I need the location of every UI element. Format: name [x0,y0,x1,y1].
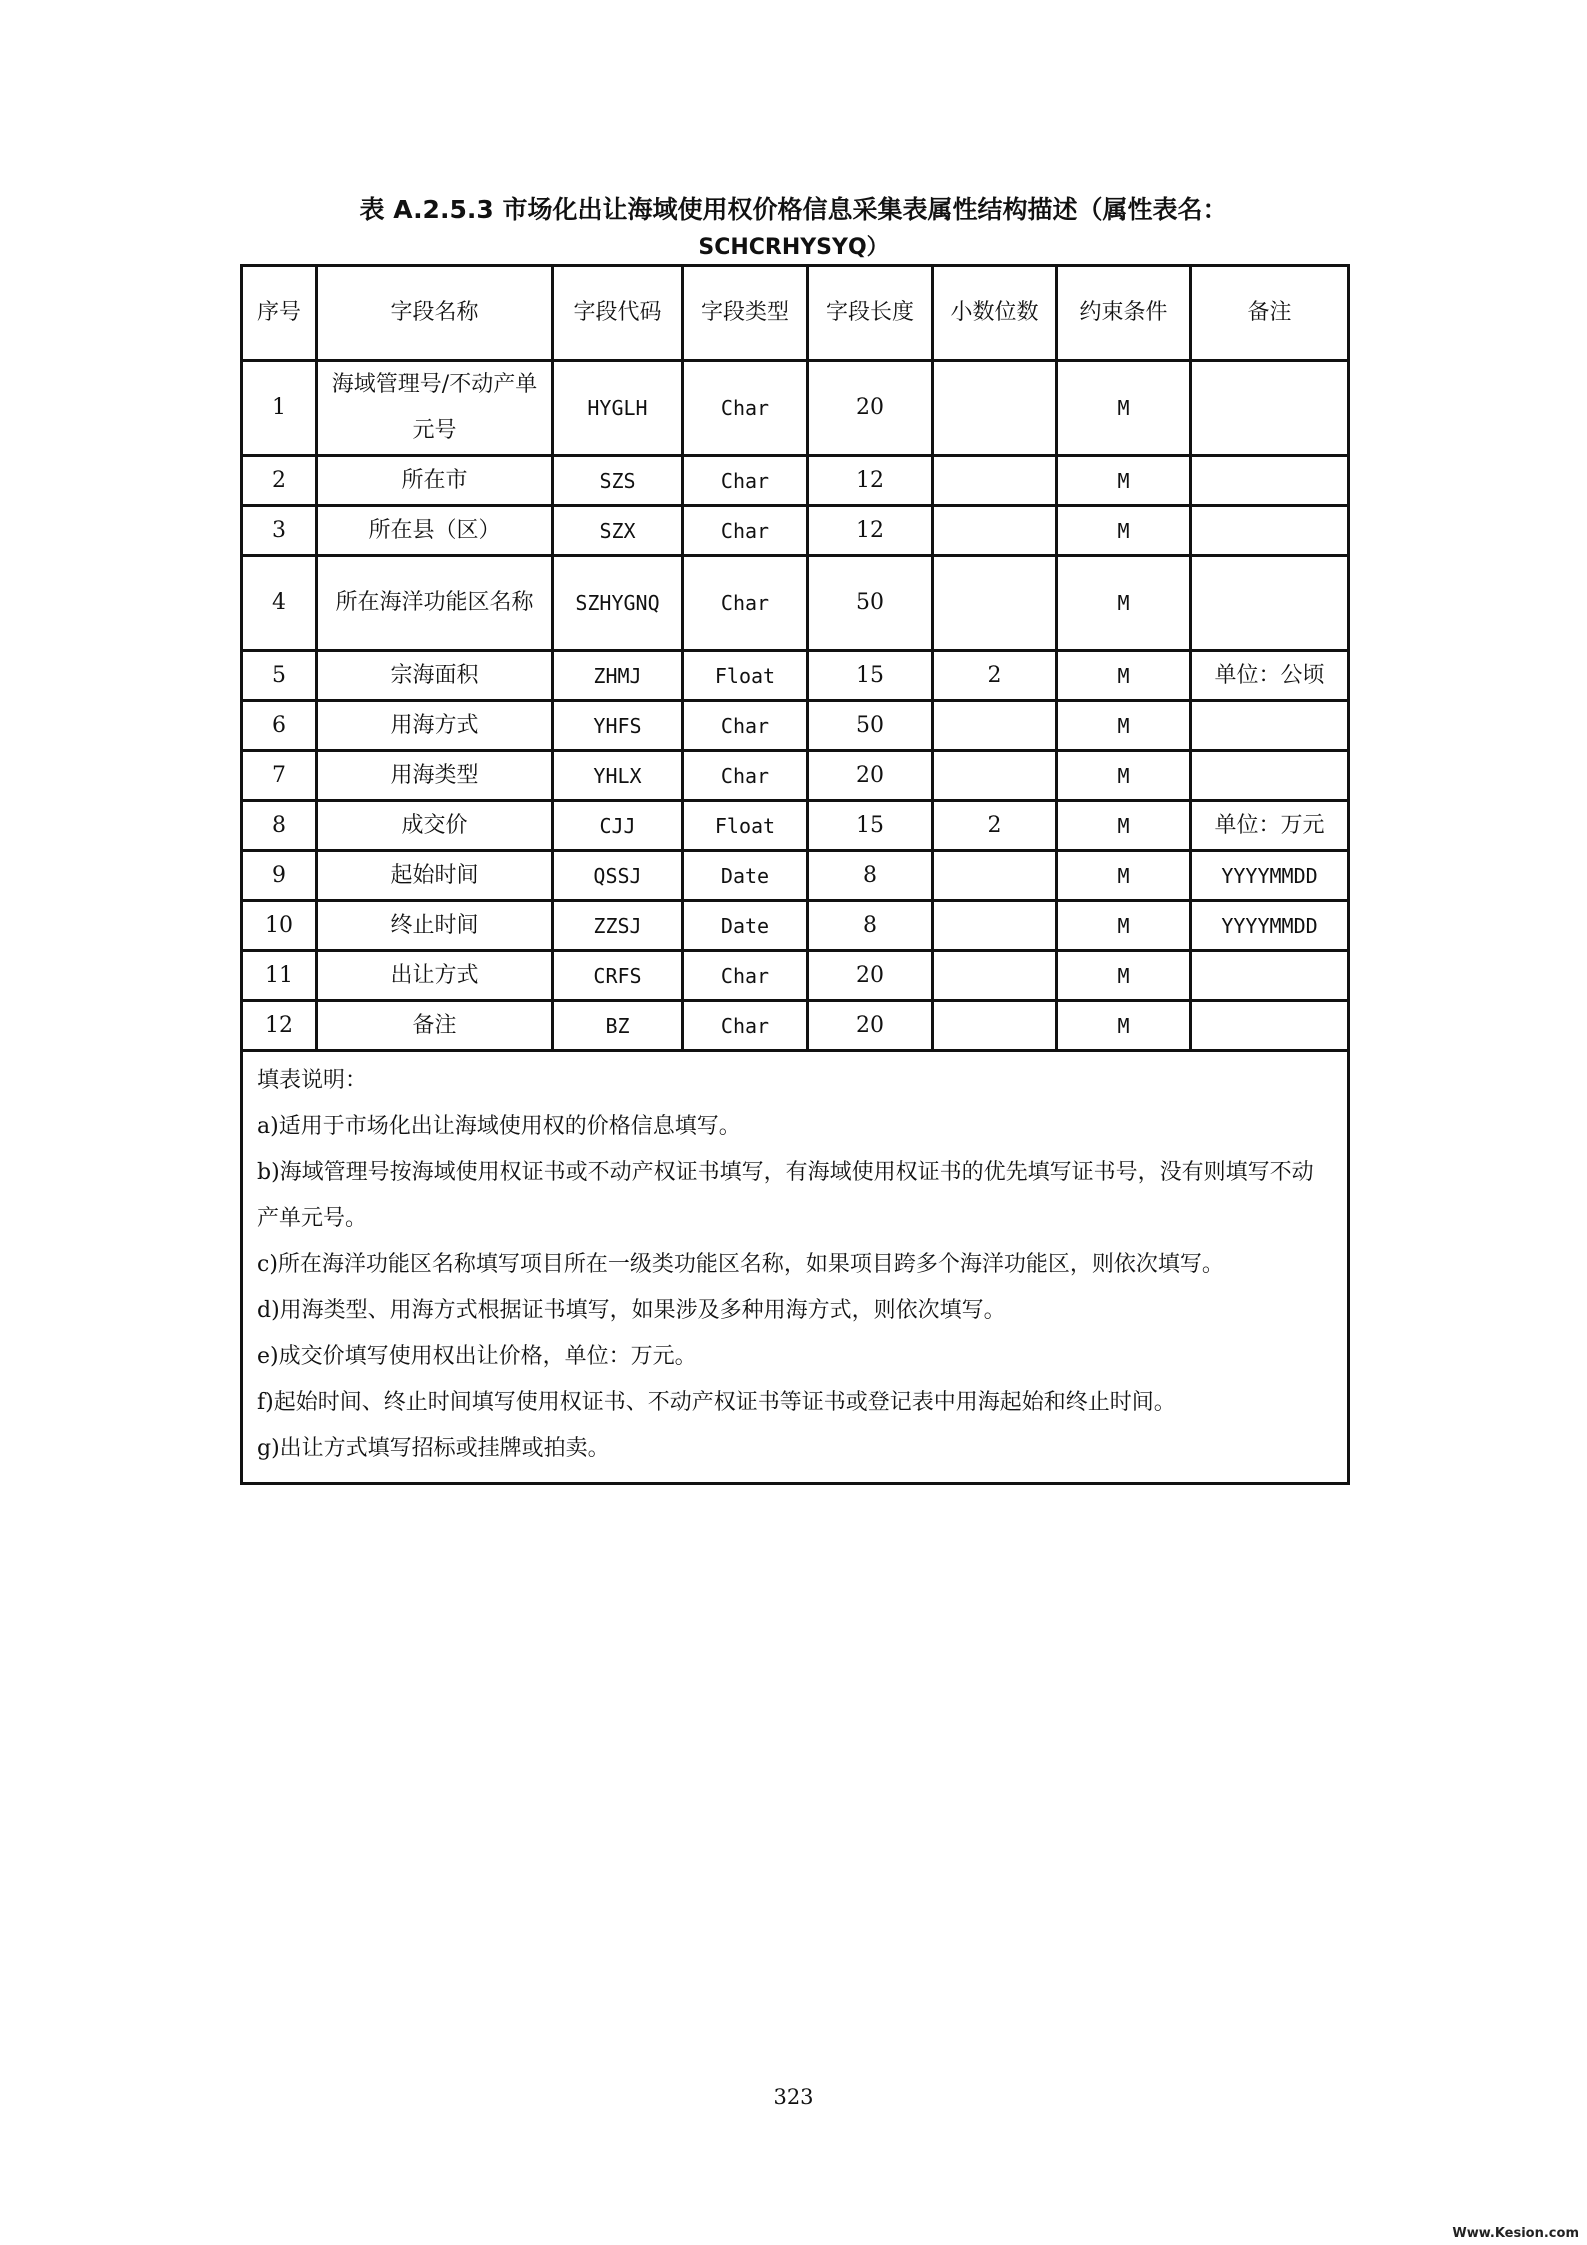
cell-constraint: M [1057,901,1191,951]
header-cell-name: 字段名称 [317,266,553,361]
cell-length: 20 [808,951,933,1001]
cell-name: 所在县（区） [317,506,553,556]
note-item: e)成交价填写使用权出让价格，单位：万元。 [257,1344,697,1369]
cell-remark: YYYYMMDD [1191,901,1349,951]
cell-seq: 5 [242,651,317,701]
cell-code: BZ [553,1001,683,1051]
cell-name: 宗海面积 [317,651,553,701]
cell-seq: 7 [242,751,317,801]
table-row [242,556,1349,651]
cell-length: 12 [808,456,933,506]
header-cell-type: 字段类型 [683,266,808,361]
cell-length: 20 [808,751,933,801]
note-item: b)海域管理号按海域使用权证书或不动产权证书填写，有海域使用权证书的优先填写证书号，没有则填写不动产单元号。 [257,1160,1314,1231]
cell-name: 终止时间 [317,901,553,951]
cell-constraint: M [1057,456,1191,506]
page-number: 323 [773,2085,814,2109]
cell-remark [1191,506,1349,556]
cell-seq: 6 [242,701,317,751]
cell-code: SZS [553,456,683,506]
table-row [242,751,1349,801]
cell-seq: 11 [242,951,317,1001]
cell-length: 15 [808,801,933,851]
cell-code: YHFS [553,701,683,751]
note-item: c)所在海洋功能区名称填写项目所在一级类功能区名称，如果项目跨多个海洋功能区，则依次填写。 [257,1252,1224,1277]
cell-code: YHLX [553,751,683,801]
cell-code: CRFS [553,951,683,1001]
cell-name: 用海类型 [317,751,553,801]
cell-decimal [933,951,1057,1001]
cell-length: 20 [808,1001,933,1051]
cell-remark: YYYYMMDD [1191,851,1349,901]
table-caption-name: SCHCRHYSYQ） [698,235,889,260]
cell-constraint: M [1057,361,1191,456]
table-caption: 表 A.2.5.3 市场化出让海域使用权价格信息采集表属性结构描述（属性表名： [359,195,1228,224]
cell-constraint: M [1057,506,1191,556]
table-row [242,701,1349,751]
cell-constraint: M [1057,951,1191,1001]
cell-name: 用海方式 [317,701,553,751]
cell-seq: 3 [242,506,317,556]
cell-decimal [933,361,1057,456]
cell-remark [1191,701,1349,751]
cell-remark [1191,751,1349,801]
header-cell-seq: 序号 [242,266,317,361]
watermark-text: Www.Kesion.com [1452,2226,1579,2241]
table-row [242,456,1349,506]
cell-decimal [933,751,1057,801]
cell-code: ZZSJ [553,901,683,951]
cell-seq: 12 [242,1001,317,1051]
table-row [242,951,1349,1001]
cell-seq: 9 [242,851,317,901]
cell-seq: 1 [242,361,317,456]
cell-constraint: M [1057,556,1191,651]
cell-type: Char [683,751,808,801]
cell-length: 8 [808,901,933,951]
cell-length: 50 [808,556,933,651]
cell-decimal [933,851,1057,901]
cell-length: 20 [808,361,933,456]
table-row [242,801,1349,851]
header-cell-length: 字段长度 [808,266,933,361]
cell-type: Date [683,851,808,901]
cell-type: Char [683,701,808,751]
cell-code: ZHMJ [553,651,683,701]
table-row [242,506,1349,556]
cell-length: 12 [808,506,933,556]
header-row [242,266,1349,361]
header-cell-remark: 备注 [1191,266,1349,361]
cell-length: 50 [808,701,933,751]
cell-type: Float [683,801,808,851]
note-item: a)适用于市场化出让海域使用权的价格信息填写。 [257,1114,741,1139]
cell-type: Char [683,361,808,456]
note-item: f)起始时间、终止时间填写使用权证书、不动产权证书等证书或登记表中用海起始和终止时间。 [257,1390,1176,1415]
cell-seq: 10 [242,901,317,951]
cell-decimal: 2 [933,801,1057,851]
cell-name: 备注 [317,1001,553,1051]
attribute-table [240,264,1350,1485]
notes-title: 填表说明： [257,1068,368,1093]
cell-code: CJJ [553,801,683,851]
header-cell-decimal: 小数位数 [933,266,1057,361]
cell-name: 起始时间 [317,851,553,901]
header-cell-code: 字段代码 [553,266,683,361]
cell-decimal [933,456,1057,506]
table-row [242,651,1349,701]
cell-decimal [933,1001,1057,1051]
cell-decimal [933,701,1057,751]
table-row [242,361,1349,456]
cell-length: 15 [808,651,933,701]
cell-remark [1191,456,1349,506]
cell-remark [1191,951,1349,1001]
cell-type: Char [683,556,808,651]
note-item: d)用海类型、用海方式根据证书填写，如果涉及多种用海方式，则依次填写。 [257,1298,1006,1323]
cell-decimal [933,901,1057,951]
cell-name: 所在海洋功能区名称 [317,556,553,651]
cell-name: 成交价 [317,801,553,851]
notes-cell [242,1051,1349,1484]
cell-code: SZX [553,506,683,556]
cell-name: 出让方式 [317,951,553,1001]
cell-type: Char [683,506,808,556]
table-row [242,851,1349,901]
header-cell-constraint: 约束条件 [1057,266,1191,361]
cell-seq: 8 [242,801,317,851]
cell-code: HYGLH [553,361,683,456]
note-item: g)出让方式填写招标或挂牌或拍卖。 [257,1436,610,1461]
cell-constraint: M [1057,851,1191,901]
table-row [242,901,1349,951]
cell-type: Char [683,1001,808,1051]
cell-remark [1191,556,1349,651]
cell-constraint: M [1057,701,1191,751]
cell-seq: 2 [242,456,317,506]
cell-remark: 单位：万元 [1191,801,1349,851]
cell-constraint: M [1057,1001,1191,1051]
cell-code: QSSJ [553,851,683,901]
cell-constraint: M [1057,801,1191,851]
cell-remark: 单位：公顷 [1191,651,1349,701]
cell-decimal: 2 [933,651,1057,701]
cell-decimal [933,506,1057,556]
cell-type: Float [683,651,808,701]
cell-type: Date [683,901,808,951]
cell-remark [1191,361,1349,456]
cell-name: 所在市 [317,456,553,506]
notes-row [242,1051,1349,1484]
table-row [242,1001,1349,1051]
cell-constraint: M [1057,751,1191,801]
cell-name: 海域管理号/不动产单元号 [317,361,553,456]
cell-type: Char [683,951,808,1001]
cell-remark [1191,1001,1349,1051]
cell-constraint: M [1057,651,1191,701]
cell-length: 8 [808,851,933,901]
cell-code: SZHYGNQ [553,556,683,651]
cell-type: Char [683,456,808,506]
cell-seq: 4 [242,556,317,651]
cell-decimal [933,556,1057,651]
